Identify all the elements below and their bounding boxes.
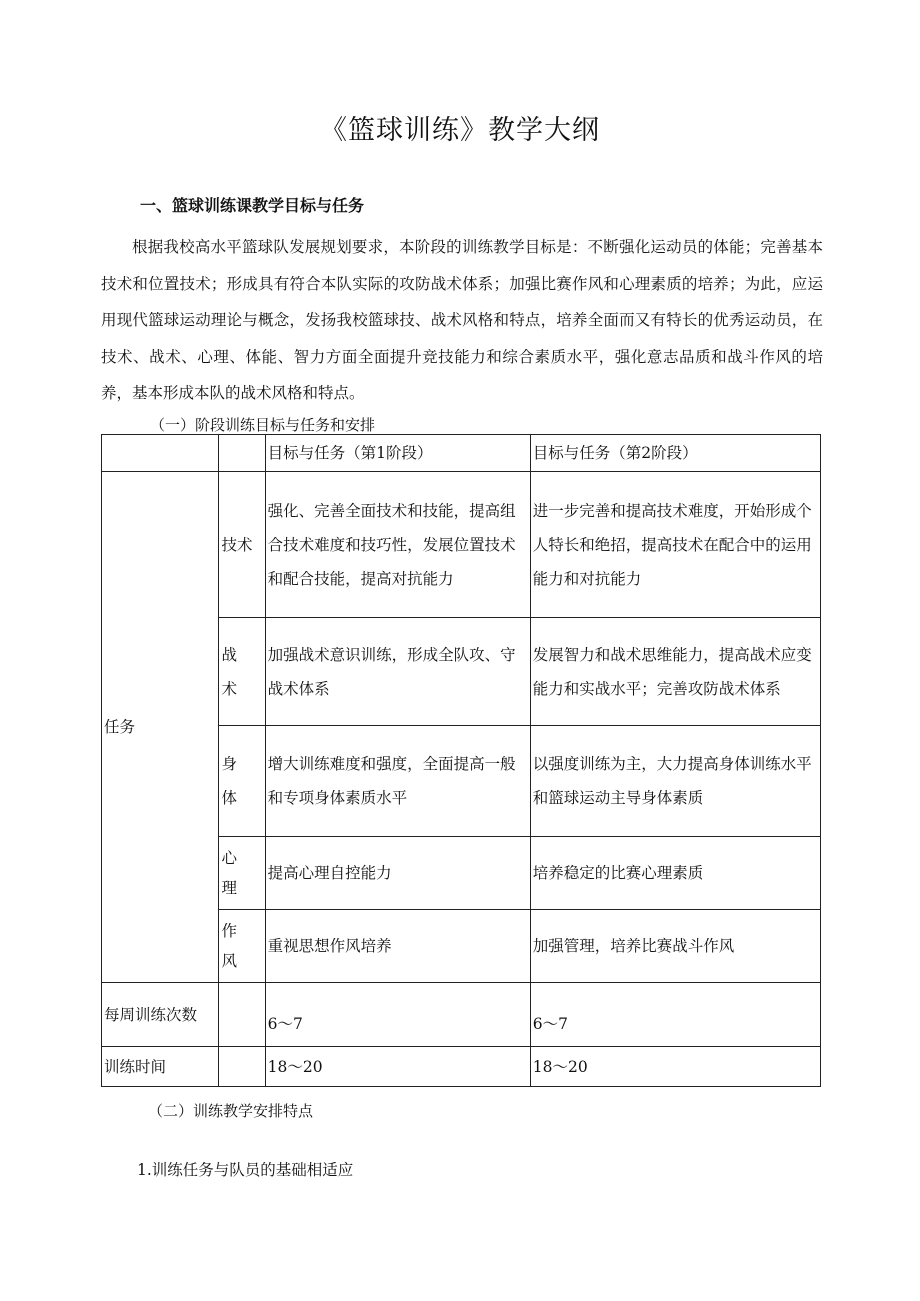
technique-stage1: 强化、完善全面技术和技能，提高组合技术难度和技巧性，发展位置技术和配合技能，提高对抗能力 (265, 472, 530, 618)
table-row (102, 983, 821, 1047)
table-row (102, 1047, 821, 1087)
document-title: 《篮球训练》教学大纲 (320, 115, 600, 146)
physical-stage2: 以强度训练为主，大力提高身体训练水平和篮球运动主导身体素质 (530, 726, 820, 837)
header-stage2: 目标与任务（第2阶段） (530, 435, 820, 472)
row-label-physical (219, 726, 265, 837)
row-label-psychology (219, 837, 265, 910)
weekly-label: 每周训练次数 (102, 983, 219, 1047)
duration-stage2: 18～20 (530, 1047, 820, 1087)
physical-stage1: 增大训练难度和强度，全面提高一般和专项身体素质水平 (265, 726, 530, 837)
section-heading-goals: 一、篮球训练课教学目标与任务 (140, 196, 365, 215)
goals-paragraph: 根据我校高水平篮球队发展规划要求，本阶段的训练教学目标是：不断强化运动员的体能；完善基本技术和位置技术；形成具有符合本队实际的攻防战术体系；加强比赛作风和心理素质的培养；为此，应运用现代篮球运动理论与概念，发扬我校篮球技、战术风格和特点，培养全面而又有特长的优秀运动员，在技术、战术、心理、体能、智力方面全面提升竞技能力和综合素质水平，强化意志品质和战斗作风的培养，基本形成本队的战术风格和特点。 (101, 238, 823, 402)
row-label-tactics (219, 618, 265, 726)
section-heading-features: （二）训练教学安排特点 (148, 1102, 314, 1120)
row-label-text: 身体 (221, 755, 237, 807)
header-stage1: 目标与任务（第1阶段） (265, 435, 530, 472)
tactics-stage2: 发展智力和战术思维能力，提高战术应变能力和实战水平；完善攻防战术体系 (530, 618, 820, 726)
table-row (102, 472, 821, 618)
row-label-style (219, 910, 265, 983)
table-caption: （一）阶段训练目标与任务和安排 (150, 416, 376, 434)
style-stage1: 重视思想作风培养 (265, 910, 530, 983)
duration-label: 训练时间 (102, 1047, 219, 1087)
row-label-technique (219, 472, 265, 618)
duration-empty (219, 1047, 265, 1087)
tactics-stage1: 加强战术意识训练，形成全队攻、守战术体系 (265, 618, 530, 726)
duration-stage1: 18～20 (265, 1047, 530, 1087)
row-label-text: 心理 (221, 849, 237, 897)
header-cell-empty-1 (102, 435, 219, 472)
weekly-stage1: 6～7 (265, 983, 530, 1047)
row-label-text: 技术 (221, 535, 253, 554)
training-plan-table (101, 434, 821, 1087)
psychology-stage2: 培养稳定的比赛心理素质 (530, 837, 820, 910)
style-stage2: 加强管理，培养比赛战斗作风 (530, 910, 820, 983)
list-item: 1.训练任务与队员的基础相适应 (137, 1161, 354, 1179)
technique-stage2: 进一步完善和提高技术难度，开始形成个人特长和绝招，提高技术在配合中的运用能力和对抗能力 (530, 472, 820, 618)
task-label: 任务 (102, 472, 219, 983)
weekly-stage2: 6～7 (530, 983, 820, 1047)
table-header-row (102, 435, 821, 472)
header-cell-empty-2 (219, 435, 265, 472)
row-label-text: 作风 (221, 922, 237, 970)
psychology-stage1: 提高心理自控能力 (265, 837, 530, 910)
weekly-empty (219, 983, 265, 1047)
row-label-text: 战术 (221, 645, 237, 698)
